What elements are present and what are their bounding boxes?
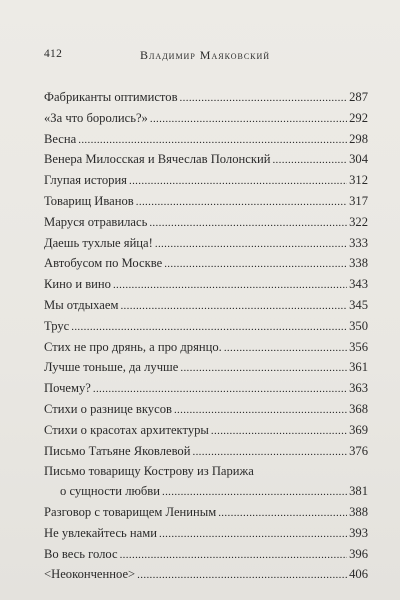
toc-entry [44,171,368,192]
toc-entry [44,88,368,109]
toc-entry-title: Разговор с товарищем Лениным [44,504,217,519]
running-title: Владимир Маяковский [140,48,271,62]
toc-entry-title: Стихи о разнице вкусов [44,401,172,416]
toc-entry-title: Фабриканты оптимистов [44,90,178,104]
toc-entry [44,462,368,503]
toc-leader-dots [137,565,347,586]
toc-entry-title: Венера Милосская и Вячеслав Полонский [44,152,271,167]
toc-entry [44,400,368,421]
toc-entry-title: Не увлекайтесь нами [44,525,157,540]
toc-entry [44,524,368,545]
toc-leader-dots [78,130,347,151]
toc-entry-title: Автобусом по Москве [44,256,163,271]
toc-entry-title: Маруся отравилась [44,214,148,229]
toc-entry [44,317,368,338]
toc-entry-title: Товарищ Иванов [44,193,134,208]
toc-entry [44,338,368,359]
toc-entry-title: <Неоконченное> [44,567,136,582]
page-number: 412 [44,48,63,60]
toc-entry-page: 388 [349,504,368,519]
toc-entry [44,379,368,400]
toc-leader-dots [164,254,347,275]
toc-entry-page: 317 [349,193,368,208]
toc-entry-page: 361 [349,360,368,375]
toc-entry [44,254,368,275]
toc-entry-page: 369 [349,422,368,437]
toc-entry-title: Почему? [44,381,91,396]
toc-entry [44,130,368,151]
toc-entry [44,358,368,379]
toc-leader-dots [113,275,347,296]
toc-entry-page: 312 [349,173,368,188]
toc-entry-title: Письмо Татьяне Яковлевой [44,443,191,458]
toc-entry-title: Даешь тухлые яйца! [44,235,153,250]
toc-entry-title: Глупая история [44,173,127,188]
toc-leader-dots [129,171,347,192]
toc-leader-dots [150,109,347,130]
toc-entry [44,109,368,130]
toc-leader-dots [180,88,348,109]
toc-entry-title: «За что боролись?» [44,110,148,125]
toc-entry-page: 376 [349,443,368,458]
toc-entry [44,442,368,463]
toc-entry-page: 345 [349,297,368,312]
toc-entry [44,192,368,213]
toc-entry-page: 287 [349,90,368,104]
toc-leader-dots [120,545,348,566]
toc-entry-page: 322 [349,214,368,229]
toc-entry-page: 333 [349,235,368,250]
toc-entry-title: Трус [44,318,70,333]
toc-leader-dots [174,400,347,421]
toc-leader-dots [218,503,347,524]
toc-leader-dots [93,379,347,400]
toc-entry-page: 406 [349,567,368,582]
toc-leader-dots [224,338,347,359]
toc-entry [44,213,368,234]
toc-leader-dots [120,296,347,317]
toc-entry [44,421,368,442]
toc-entry-page: 356 [349,339,368,354]
toc-entry-page: 381 [349,484,368,499]
toc-leader-dots [159,524,347,545]
toc-entry-page: 350 [349,318,368,333]
toc-entry-title-continued: о сущности любви [60,484,160,499]
toc-entry-title: Стих не про дрянь, а про дрянцо. [44,339,222,354]
toc-entry [44,296,368,317]
toc-leader-dots [272,150,347,171]
toc-entry [44,503,368,524]
toc-entry [44,234,368,255]
toc-entry [44,545,368,566]
toc-entry-title: Кино и вино [44,277,111,292]
toc-entry-page: 393 [349,525,368,540]
toc-leader-dots [71,317,347,338]
toc-entry-page: 363 [349,381,368,396]
toc-entry [44,565,368,586]
toc-entry [44,150,368,171]
toc-leader-dots [136,192,347,213]
toc-leader-dots [180,358,347,379]
table-of-contents [44,88,368,586]
toc-entry-title: Стихи о красотах архитектуры [44,422,209,437]
toc-leader-dots [162,482,347,503]
toc-entry-title: Лучше тоньше, да лучше [44,360,179,375]
toc-entry-title: Весна [44,131,77,146]
toc-entry-page: 292 [349,110,368,125]
toc-leader-dots [192,442,347,463]
toc-entry-page: 338 [349,256,368,271]
toc-entry [44,275,368,296]
toc-entry-row [44,482,368,503]
toc-entry-title: Мы отдыхаем [44,297,119,312]
toc-leader-dots [149,213,347,234]
toc-entry-page: 368 [349,401,368,416]
toc-entry-title: Письмо товарищу Кострову из Парижа [44,464,254,479]
toc-entry-title: Во весь голос [44,546,118,561]
toc-entry-page: 298 [349,131,368,146]
toc-entry-page: 343 [349,277,368,292]
toc-leader-dots [155,234,347,255]
toc-leader-dots [211,421,347,442]
toc-entry-page: 396 [349,546,368,561]
toc-entry-page: 304 [349,152,368,167]
